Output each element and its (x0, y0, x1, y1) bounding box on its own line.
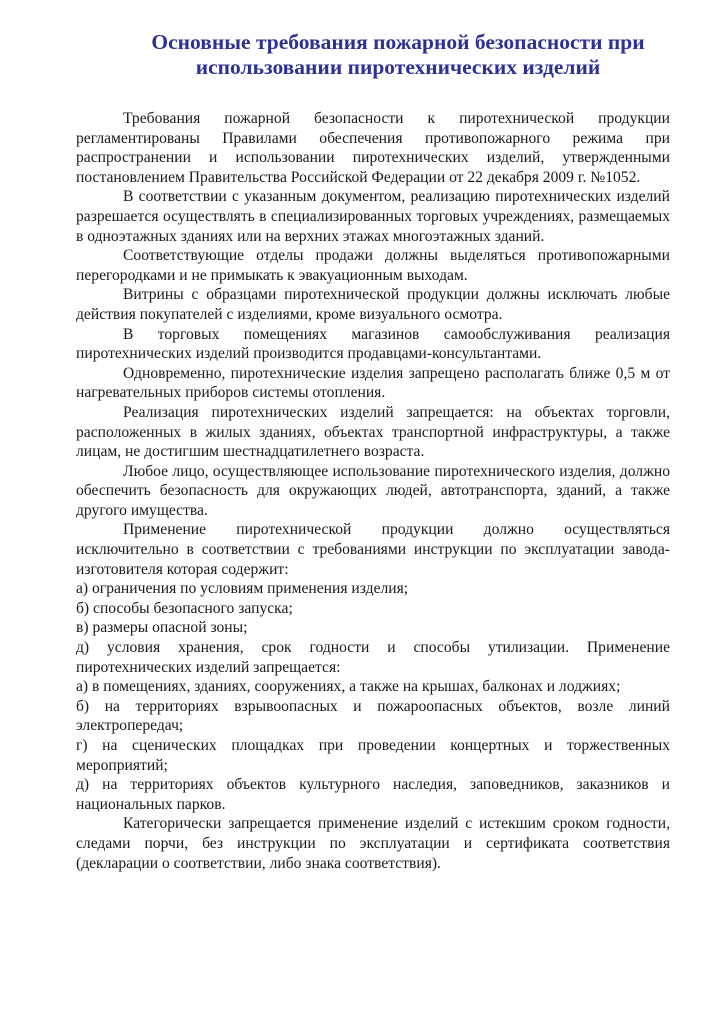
title-line-1: Основные требования пожарной безопасности при (151, 30, 645, 54)
paragraph-expired-products: Категорически запрещается применение изделий с истекшим сроком годности, следами порчи, без инструкции по эксплуатации и сертификата соответствия (декларации о соответствии, либо знака соответствия). (76, 815, 670, 872)
list-item: г) на сценических площадках при проведении концертных и торжественных мероприятий; (76, 737, 670, 774)
document-title (76, 30, 670, 80)
list-item: д) условия хранения, срок годности и способы утилизации. Применение пиротехнических изделий запрещается: (76, 639, 670, 676)
paragraph-showcases: Витрины с образцами пиротехнической продукции должны исключать любые действия покупателей с изделиями, кроме визуального осмотра. (76, 286, 670, 323)
list-item: б) на территориях взрывоопасных и пожароопасных объектов, возле линий электропередач; (76, 697, 670, 735)
paragraph-usage-instructions: Применение пиротехнической продукции должно осуществляться исключительно в соответствии с требованиями инструкции по эксплуатации завода-изготовителя которая содержит: (76, 521, 670, 578)
list-item: д) на территориях объектов культурного наследия, заповедников, заказников и национальных парков. (76, 776, 670, 813)
paragraph-sale-prohibited: Реализация пиротехнических изделий запрещается: на объектах торговли, расположенных в жилых зданиях, объектах транспортной инфраструктуры, а также лицам, не достигшим шестнадцатилетнего возраста. (76, 403, 670, 461)
usage-prohibited-list (76, 677, 670, 814)
title-line-2: использовании пиротехнических изделий (195, 55, 601, 79)
document-page (76, 30, 670, 873)
paragraph-regulations: Требования пожарной безопасности к пиротехнической продукции регламентированы Правилами обеспечения противопожарного режима при распространении и использовании пиротехнических изделий, утвержденными постановлением Правительства Российской Федерации от 22 декабря 2009 г. №1052. (76, 110, 670, 186)
instruction-contents-list (76, 579, 670, 677)
list-item: а) в помещениях, зданиях, сооружениях, а также на крышах, балконах и лоджиях; (76, 678, 621, 696)
paragraph-heating-distance: Одновременно, пиротехнические изделия запрещено располагать ближе 0,5 м от нагревательных приборов системы отопления. (76, 364, 670, 402)
list-item: б) способы безопасного запуска; (76, 599, 293, 617)
list-item: а) ограничения по условиям применения изделия; (76, 580, 409, 598)
paragraph-sales-locations: В соответствии с указанным документом, реализацию пиротехнических изделий разрешается осуществлять в специализированных торговых учреждениях, размещаемых в одноэтажных зданиях или на верхних этажах многоэтажных зданий. (76, 188, 670, 245)
paragraph-user-responsibility: Любое лицо, осуществляющее использование пиротехнического изделия, должно обеспечить безопасность для окружающих людей, автотранспорта, зданий, а также другого имущества. (76, 462, 670, 519)
paragraph-self-service: В торговых помещениях магазинов самообслуживания реализация пиротехнических изделий производится продавцами-консультантами. (76, 325, 670, 363)
list-item: в) размеры опасной зоны; (76, 619, 248, 637)
paragraph-sales-departments: Соответствующие отделы продажи должны выделяться противопожарными перегородками и не примыкать к эвакуационным выходам. (76, 247, 670, 284)
